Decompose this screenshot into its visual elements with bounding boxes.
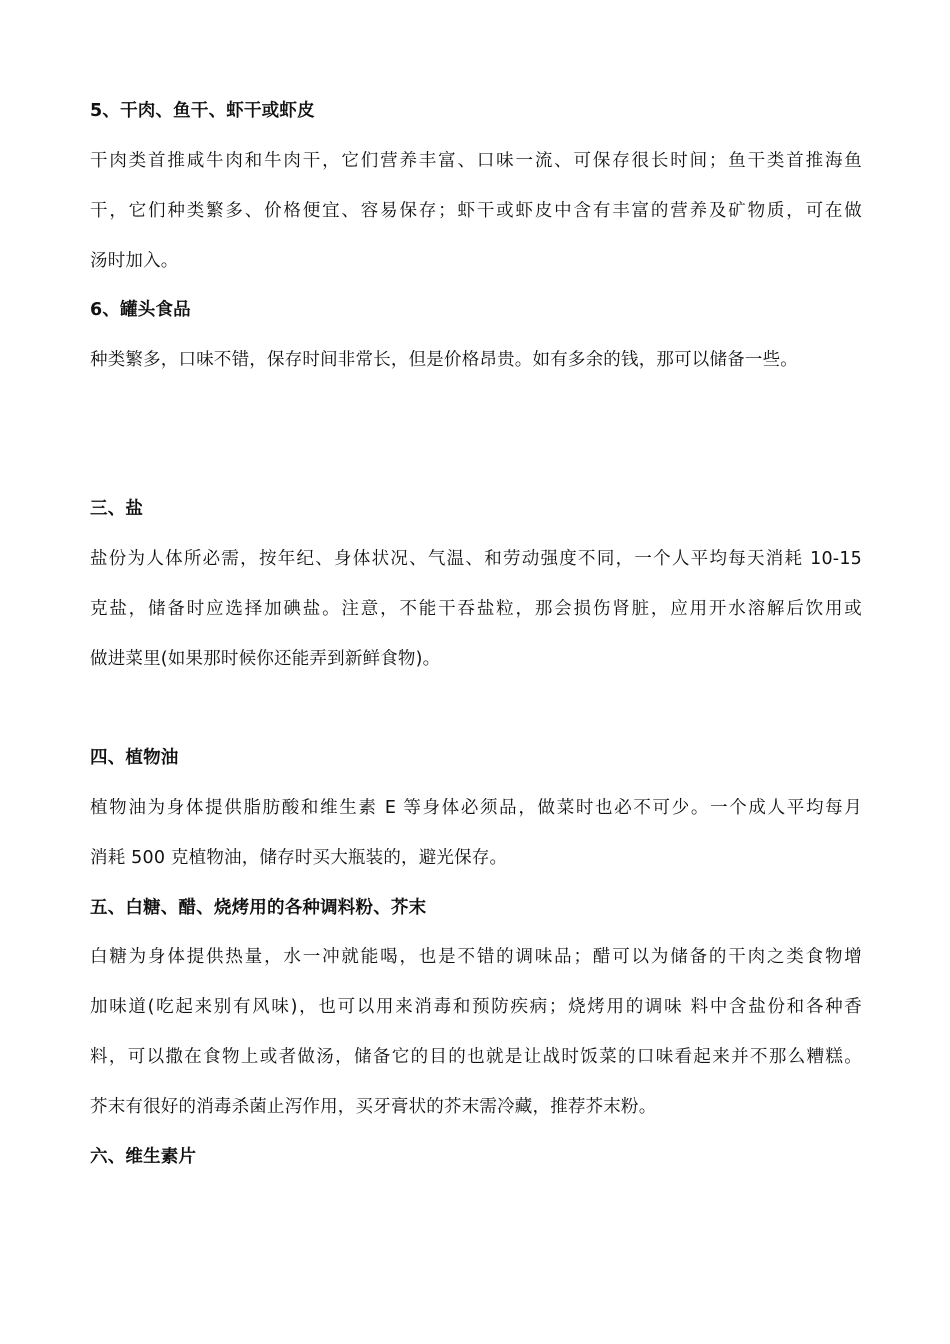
paragraph-line: 做进菜里(如果那时候你还能弄到新鲜食物)。 xyxy=(90,649,441,669)
paragraph-line: 干肉类首推咸牛肉和牛肉干，它们营养丰富、口味一流、可保存很长时间；鱼干类首推海鱼 xyxy=(90,151,862,171)
paragraph-line: 料，可以撒在食物上或者做汤，储备它的目的也就是让战时饭菜的口味看起来并不那么糟糕。 xyxy=(90,1047,862,1067)
section-heading-salt: 三、盐 xyxy=(90,499,144,519)
section-heading-vegetable-oil: 四、植物油 xyxy=(90,748,179,768)
paragraph-line: 植物油为身体提供脂肪酸和维生素 E 等身体必须品，做菜时也必不可少。一个成人平均每月 xyxy=(90,798,862,818)
paragraph-line: 芥末有很好的消毒杀菌止泻作用，买牙膏状的芥末需冷藏，推荐芥末粉。 xyxy=(90,1097,657,1117)
section-heading-dried-meat: 5、干肉、鱼干、虾干或虾皮 xyxy=(90,101,315,121)
paragraph-line: 白糖为身体提供热量，水一冲就能喝，也是不错的调味品；醋可以为储备的干肉之类食物增 xyxy=(90,947,862,967)
paragraph-line: 消耗 500 克植物油，储存时买大瓶装的，避光保存。 xyxy=(90,848,508,868)
paragraph-line: 盐份为人体所必需，按年纪、身体状况、气温、和劳动强度不同，一个人平均每天消耗 10-15 xyxy=(90,549,862,569)
paragraph-line: 种类繁多，口味不错，保存时间非常长，但是价格昂贵。如有多余的钱，那可以储备一些。 xyxy=(90,350,798,370)
section-heading-vitamins: 六、维生素片 xyxy=(90,1147,197,1167)
paragraph-line: 干，它们种类繁多、价格便宜、容易保存；虾干或虾皮中含有丰富的营养及矿物质，可在做 xyxy=(90,201,862,221)
paragraph-line: 汤时加入。 xyxy=(90,251,179,271)
section-heading-canned-food: 6、罐头食品 xyxy=(90,300,191,320)
paragraph-line: 加味道(吃起来别有风味)，也可以用来消毒和预防疾病；烧烤用的调味 料中含盐份和各种香 xyxy=(90,997,862,1017)
paragraph-line: 克盐，储备时应选择加碘盐。注意，不能干吞盐粒，那会损伤肾脏，应用开水溶解后饮用或 xyxy=(90,599,862,619)
section-heading-condiments: 五、白糖、醋、烧烤用的各种调料粉、芥末 xyxy=(90,898,427,918)
